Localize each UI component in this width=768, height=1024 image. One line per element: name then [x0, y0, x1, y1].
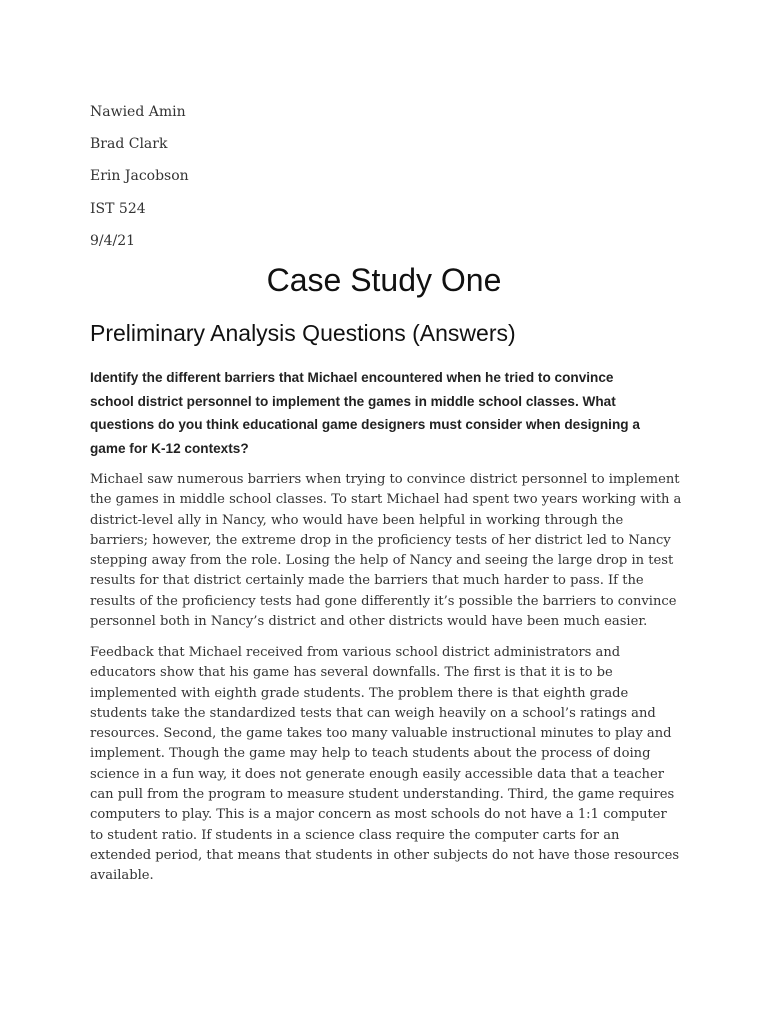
paragraph-line: educators show that his game has several downfalls. The first is that it is to be: [90, 665, 613, 681]
document-title: Case Study One: [266, 262, 502, 298]
paragraph-line: results for that district certainly made the barriers that much harder to pass. If the: [90, 573, 644, 589]
answer-paragraph-1: [90, 470, 690, 632]
paragraph-line: extended period, that means that students in other subjects do not have those resources: [90, 847, 680, 863]
paragraph-line: personnel both in Nancy’s district and other districts would have been much easier.: [90, 614, 648, 630]
paragraph-line: implement. Though the game may help to teach students about the process of doing: [90, 746, 651, 762]
paragraph-line: can pull from the program to measure student understanding. Third, the game requires: [90, 787, 675, 803]
paragraph-line: available.: [90, 868, 154, 884]
question-line: questions do you think educational game designers must consider when designing a: [90, 417, 640, 432]
paragraph-line: students take the standardized tests that can weigh heavily on a school’s ratings and: [90, 705, 656, 721]
paragraph-line: Feedback that Michael received from various school district administrators and: [90, 645, 621, 660]
paragraph-line: implemented with eighth grade students. The problem there is that eighth grade: [90, 685, 629, 701]
answer-paragraph-2: [90, 643, 690, 887]
question-prompt: [90, 366, 680, 460]
paragraph-line: resources. Second, the game takes too many valuable instructional minutes to play and: [90, 726, 672, 742]
author-name: Brad Clark: [90, 136, 168, 152]
section-heading: Preliminary Analysis Questions (Answers): [90, 320, 516, 346]
course-code: IST 524: [90, 201, 146, 217]
paragraph-line: stepping away from the role. Losing the help of Nancy and seeing the large drop in test: [90, 553, 674, 569]
paragraph-line: Michael saw numerous barriers when trying to convince district personnel to implement: [90, 472, 680, 487]
author-name: Erin Jacobson: [90, 168, 189, 184]
paragraph-line: to student ratio. If students in a science class require the computer carts for an: [90, 827, 620, 843]
author-name: Nawied Amin: [90, 104, 186, 120]
paragraph-line: results of the proficiency tests had gone differently it’s possible the barriers to convince: [90, 593, 677, 609]
paragraph-line: computers to play. This is a major concern as most schools do not have a 1:1 computer: [90, 807, 667, 823]
paragraph-line: barriers; however, the extreme drop in the proficiency tests of her district led to Nancy: [90, 532, 671, 548]
question-line: Identify the different barriers that Michael encountered when he tried to convince: [90, 370, 614, 385]
question-line: school district personnel to implement the games in middle school classes. What: [90, 393, 616, 409]
paragraph-line: science in a fun way, it does not generate enough easily accessible data that a teacher: [90, 766, 665, 782]
document-date: 9/4/21: [90, 233, 136, 249]
paragraph-line: district-level ally in Nancy, who would have been helpful in working through the: [90, 512, 624, 528]
paragraph-line: the games in middle school classes. To start Michael had spent two years working with a: [90, 492, 682, 508]
question-line: game for K-12 contexts?: [90, 440, 249, 456]
